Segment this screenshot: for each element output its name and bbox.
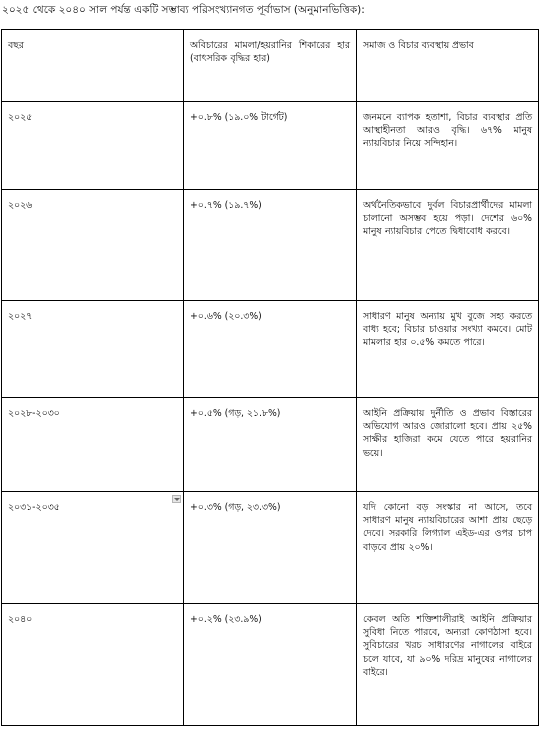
year-cell[interactable] — [2, 492, 184, 604]
table-row — [2, 492, 539, 604]
header-rate[interactable]: অবিচারের মামলা/হয়রানির শিকারের হার (বাৎসরিক বৃদ্ধির হার) — [184, 30, 357, 102]
table-caption: ২০২৫ থেকে ২০৪০ সাল পর্যন্ত একটি সম্ভাব্য পরিসংখ্যানগত পূর্বাভাস (অনুমানভিত্তিক): — [2, 4, 365, 16]
rate-cell[interactable]: +০.৮% (১৯.০% টার্গেট) — [184, 102, 357, 190]
rate-cell[interactable]: +০.৭% (১৯.৭%) — [184, 190, 357, 301]
table-row — [2, 301, 539, 398]
rate-cell[interactable]: +০.৫% (গড়, ২১.৮%) — [184, 398, 357, 492]
rate-cell[interactable]: +০.৩% (গড়, ২৩.৩%) — [184, 492, 357, 604]
impact-cell[interactable]: সাধারণ মানুষ অন্যায় মুখ বুজে সহ্য করতে বাধ্য হবে; বিচার চাওয়ার সংখ্যা কমবে। মোট মামলার হার ০.৫% কমতে পারে। — [357, 301, 539, 398]
table-row — [2, 604, 539, 726]
header-impact[interactable]: সমাজ ও বিচার ব্যবস্থায় প্রভাব — [357, 30, 539, 102]
year-cell[interactable]: ২০২৮-২০৩০ — [2, 398, 184, 492]
table-row — [2, 398, 539, 492]
impact-cell[interactable]: জনমনে ব্যাপক হতাশা, বিচার ব্যবস্থার প্রতি আস্থাহীনতা আরও বৃদ্ধি। ৬৭% মানুষ ন্যায়বিচার নিয়ে সন্দিহান। — [357, 102, 539, 190]
cell-dropdown-icon[interactable] — [172, 495, 181, 503]
rate-cell[interactable]: +০.৬% (২০.৩%) — [184, 301, 357, 398]
impact-cell[interactable]: যদি কোনো বড় সংস্কার না আসে, তবে সাধারণ মানুষ ন্যায়বিচারের আশা প্রায় ছেড়ে দেবে। সরকারি লিগ্যাল এইড-এর ওপর চাপ বাড়বে প্রায় ২০%। — [357, 492, 539, 604]
year-cell-text: ২০৩১-২০৩৫ — [8, 502, 60, 513]
table-header-row — [2, 30, 539, 102]
table-row — [2, 102, 539, 190]
impact-cell[interactable]: অর্থনৈতিকভাবে দুর্বল বিচারপ্রার্থীদের মামলা চালানো অসম্ভব হয়ে পড়া। দেশের ৬০% মানুষ ন্যায়বিচার পেতে দ্বিধাবোধ করবে। — [357, 190, 539, 301]
impact-cell[interactable]: কেবল অতি শক্তিশালীরাই আইনি প্রক্রিয়ার সুবিধা নিতে পারবে, অন্যরা কোণঠাসা হবে। সুবিচারের খরচ সাধারণের নাগালের বাইরে চলে যাবে, যা ৯০% দরিদ্র মানুষের নাগালের বাইরে। — [357, 604, 539, 726]
forecast-table — [1, 29, 539, 726]
year-cell[interactable]: ২০২৫ — [2, 102, 184, 190]
impact-cell[interactable]: আইনি প্রক্রিয়ায় দুর্নীতি ও প্রভাব বিস্তারের অভিযোগ আরও জোরালো হবে। প্রায় ২৫% সাক্ষীর হাজিরা কমে যেতে পারে হয়রানির ভয়ে। — [357, 398, 539, 492]
rate-cell[interactable]: +০.২% (২৩.৯%) — [184, 604, 357, 726]
table-row — [2, 190, 539, 301]
header-year[interactable]: বছর — [2, 30, 184, 102]
year-cell[interactable]: ২০৪০ — [2, 604, 184, 726]
year-cell[interactable]: ২০২৭ — [2, 301, 184, 398]
year-cell[interactable]: ২০২৬ — [2, 190, 184, 301]
